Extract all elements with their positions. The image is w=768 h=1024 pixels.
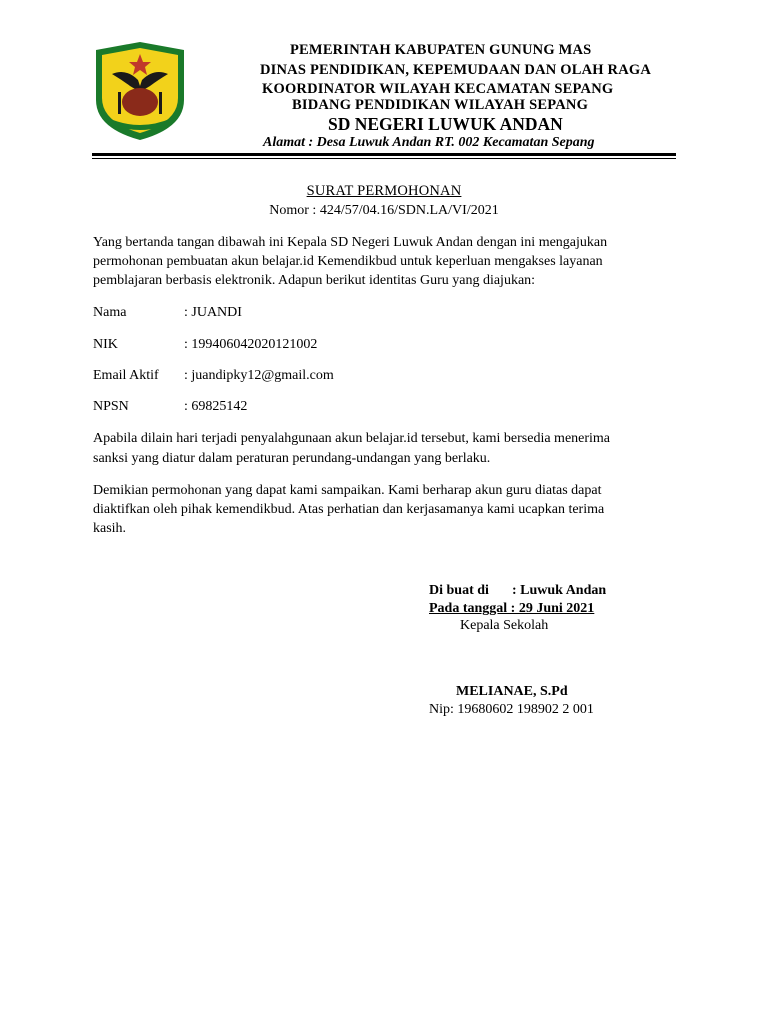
field-label-email: Email Aktif: [93, 368, 159, 383]
field-label-name: Nama: [93, 305, 127, 320]
signature-date: Pada tanggal : 29 Juni 2021: [429, 601, 595, 616]
intro-line-1: Yang bertanda tangan dibawah ini Kepala SD Negeri Luwuk Andan dengan ini mengajukan: [93, 235, 608, 250]
signature-place-label: Di buat di: [429, 583, 489, 598]
field-label-npsn: NPSN: [93, 399, 129, 414]
signatory-name: MELIANAE, S.Pd: [456, 684, 568, 699]
coordinator-line: KOORDINATOR WILAYAH KECAMATAN SEPANG: [262, 81, 614, 97]
intro-line-3: pemblajaran berbasis elektronik. Adapun berikut identitas Guru yang diajukan:: [93, 273, 536, 288]
header-rule-thick: [92, 153, 676, 156]
para3-line-3: kasih.: [93, 521, 127, 536]
signature-position: Kepala Sekolah: [460, 618, 549, 633]
field-value-email: : juandipky12@gmail.com: [184, 368, 334, 383]
para3-line-2: diaktifkan oleh pihak kemendikbud. Atas perhatian dan kerjasamanya kami ucapkan terima: [93, 502, 605, 517]
para3-line-1: Demikian permohonan yang dapat kami sampaikan. Kami berharap akun guru diatas dapat: [93, 483, 602, 498]
government-line: PEMERINTAH KABUPATEN GUNUNG MAS: [290, 42, 592, 58]
para2-line-1: Apabila dilain hari terjadi penyalahgunaan akun belajar.id tersebut, kami bersedia menerima: [93, 431, 611, 446]
division-line: BIDANG PENDIDIKAN WILAYAH SEPANG: [292, 97, 589, 113]
field-value-npsn: : 69825142: [184, 399, 248, 414]
field-label-nik: NIK: [93, 337, 118, 352]
para2-line-2: sanksi yang diatur dalam peraturan perundang-undangan yang berlaku.: [93, 451, 491, 466]
school-address: Alamat : Desa Luwuk Andan RT. 002 Kecamatan Sepang: [263, 135, 595, 150]
letter-number: Nomor : 424/57/04.16/SDN.LA/VI/2021: [269, 203, 499, 218]
school-name: SD NEGERI LUWUK ANDAN: [328, 114, 563, 134]
field-value-nik: : 199406042020121002: [184, 337, 318, 352]
letter-title: SURAT PERMOHONAN: [306, 183, 462, 199]
field-value-name: : JUANDI: [184, 305, 242, 320]
regency-emblem-icon: [92, 40, 188, 142]
signature-place-value: : Luwuk Andan: [512, 583, 607, 598]
department-line: DINAS PENDIDIKAN, KEPEMUDAAN DAN OLAH RAGA: [260, 62, 652, 78]
header-rule-thin: [92, 158, 676, 159]
signatory-nip: Nip: 19680602 198902 2 001: [429, 702, 594, 717]
intro-line-2: permohonan pembuatan akun belajar.id Kemendikbud untuk keperluan mengakses layanan: [93, 254, 603, 269]
